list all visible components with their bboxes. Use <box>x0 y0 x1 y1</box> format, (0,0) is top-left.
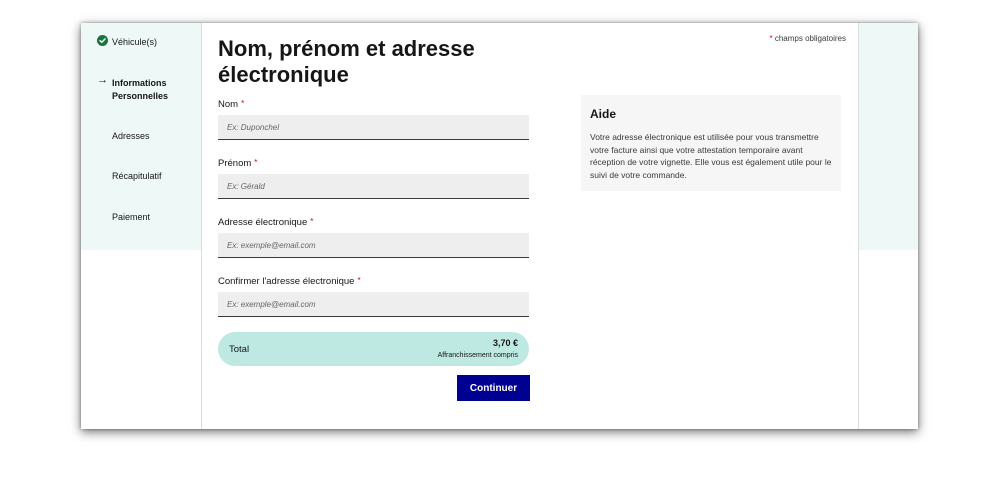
email-confirm-field-wrapper <box>218 292 529 317</box>
prenom-field-wrapper <box>218 174 529 199</box>
required-note-text: champs obligatoires <box>774 34 846 43</box>
total-postage-note: Affranchissement compris <box>437 352 518 359</box>
check-circle-icon <box>97 35 108 46</box>
help-title: Aide <box>590 107 617 121</box>
email-input[interactable] <box>218 233 529 257</box>
step-recapitulatif[interactable]: Récapitulatif <box>112 171 162 181</box>
nom-label <box>218 99 244 110</box>
prenom-input[interactable] <box>218 174 529 198</box>
app-window <box>81 23 918 429</box>
total-label: Total <box>229 344 250 355</box>
page-title: Nom, prénom et adresse électronique <box>218 36 475 87</box>
email-confirm-label <box>218 276 361 287</box>
steps-sidebar <box>81 23 201 250</box>
prenom-required-star: * <box>254 158 258 167</box>
total-amount: 3,70 € <box>492 338 518 348</box>
email-confirm-required-star: * <box>357 276 361 285</box>
prenom-label <box>218 158 257 169</box>
content-divider <box>858 23 859 429</box>
prenom-label-text: Prénom <box>218 158 252 169</box>
step-vehicules[interactable]: Véhicule(s) <box>112 37 158 47</box>
continue-button[interactable]: Continuer <box>457 375 530 401</box>
email-label-text: Adresse électronique <box>218 217 308 228</box>
step-adresses[interactable]: Adresses <box>112 131 150 141</box>
required-fields-note <box>769 34 846 43</box>
nom-required-star: * <box>241 99 245 108</box>
step-informations-personnelles[interactable]: Informations Personnelles <box>112 78 169 101</box>
email-required-star: * <box>310 217 314 226</box>
nom-input[interactable] <box>218 115 529 139</box>
nom-label-text: Nom <box>218 99 239 110</box>
right-margin-band <box>859 23 918 250</box>
email-confirm-input[interactable] <box>218 292 529 316</box>
arrow-right-icon: → <box>97 74 108 86</box>
sidebar-divider <box>201 23 202 429</box>
help-text: Votre adresse électronique est utilisée pour vous transmettre votre facture ainsi que votre attestation temporaire avant réception de votre vignette. Elle vous est également utile pour le suivi de votre commande. <box>590 132 832 180</box>
email-field-wrapper <box>218 233 529 258</box>
help-panel <box>581 95 841 191</box>
nom-field-wrapper <box>218 115 529 140</box>
email-confirm-label-text: Confirmer l'adresse électronique <box>218 276 355 287</box>
step-paiement[interactable]: Paiement <box>112 212 151 222</box>
email-label <box>218 217 313 228</box>
required-star: * <box>769 34 773 43</box>
total-summary <box>218 332 529 366</box>
